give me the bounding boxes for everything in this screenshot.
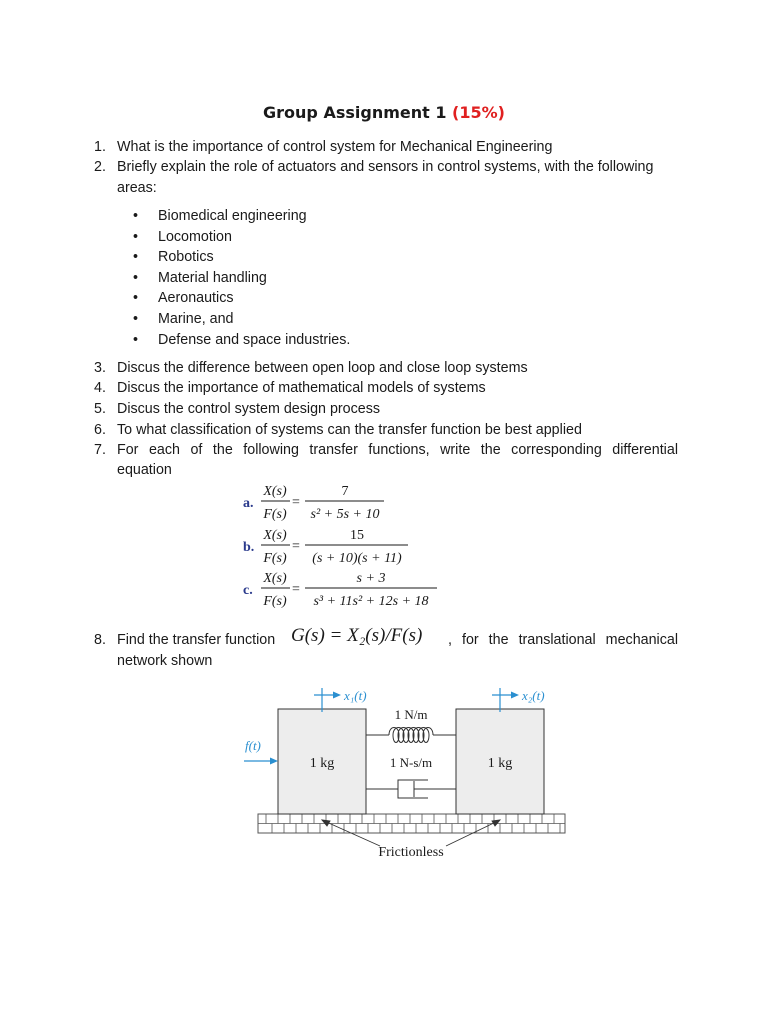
question-number: 6. bbox=[94, 422, 106, 438]
question-number: 8. bbox=[94, 632, 106, 648]
eq-label: a. bbox=[243, 496, 254, 511]
frictionless-label: Frictionless bbox=[378, 845, 444, 860]
equals-sign: = bbox=[292, 495, 300, 510]
lhs-denominator: F(s) bbox=[263, 507, 287, 522]
eq-label: b. bbox=[243, 540, 255, 555]
ground-surface bbox=[258, 814, 565, 833]
rhs-numerator: s + 3 bbox=[356, 571, 386, 586]
damper-label: 1 N-s/m bbox=[389, 755, 433, 770]
question-text: What is the importance of control system for Mechanical Engineering bbox=[117, 139, 553, 155]
question-8-tail: , for the translational mechanical bbox=[448, 632, 678, 648]
question-number: 5. bbox=[94, 401, 106, 417]
damper bbox=[366, 780, 456, 798]
mass-1-label: 1 kg bbox=[309, 756, 335, 771]
spring-label: 1 N/m bbox=[394, 707, 428, 722]
question-text-line2: network shown bbox=[117, 653, 213, 669]
force-arrow bbox=[244, 758, 278, 765]
question-text: Discus the difference between open loop and close loop systems bbox=[117, 360, 528, 376]
bullet-dot: • bbox=[133, 208, 139, 224]
bullet-dot: • bbox=[133, 311, 139, 327]
mass-2-label: 1 kg bbox=[487, 756, 513, 771]
question-number: 7. bbox=[94, 442, 106, 458]
question-number: 3. bbox=[94, 360, 106, 376]
transfer-function-formula: G(s) = X₂(s)/F(s) bbox=[291, 625, 423, 646]
bullet-dot: • bbox=[133, 270, 139, 286]
rhs-denominator: (s + 10)(s + 11) bbox=[312, 551, 402, 566]
question-text: Discus the importance of mathematical models of systems bbox=[117, 380, 486, 396]
bullet-dot: • bbox=[133, 249, 139, 265]
lhs-denominator: F(s) bbox=[263, 594, 287, 609]
lhs-numerator: X(s) bbox=[263, 528, 287, 543]
bullet-dot: • bbox=[133, 332, 139, 348]
rhs-denominator: s³ + 11s² + 12s + 18 bbox=[313, 594, 429, 609]
question-text: Discus the control system design process bbox=[117, 401, 381, 417]
rhs-numerator: 15 bbox=[350, 528, 364, 543]
force-label: f(t) bbox=[245, 738, 261, 753]
x2-displacement-arrow bbox=[492, 688, 519, 712]
lhs-denominator: F(s) bbox=[263, 551, 287, 566]
question-number: 1. bbox=[94, 139, 106, 155]
rhs-numerator: 7 bbox=[341, 484, 349, 499]
bullet-text: Robotics bbox=[158, 249, 214, 265]
question-text: To what classification of systems can the transfer function be best applied bbox=[117, 422, 582, 438]
x2-label: x₂(t) bbox=[522, 688, 545, 703]
question-text-line1: For each of the following transfer functions, write the corresponding differential bbox=[117, 442, 678, 458]
title-percentage: (15%) bbox=[452, 103, 505, 122]
question-text-before: Find the transfer function bbox=[117, 632, 276, 648]
lhs-numerator: X(s) bbox=[263, 571, 287, 586]
lhs-numerator: X(s) bbox=[263, 484, 287, 499]
question-number: 2. bbox=[94, 159, 106, 175]
bullet-text: Locomotion bbox=[158, 229, 232, 245]
bullet-text: Material handling bbox=[158, 270, 267, 286]
rhs-denominator: s² + 5s + 10 bbox=[310, 507, 380, 522]
x1-displacement-arrow bbox=[314, 688, 341, 712]
bullet-text: Biomedical engineering bbox=[158, 208, 307, 224]
x1-label: x₁(t) bbox=[344, 688, 367, 703]
bullet-dot: • bbox=[133, 290, 139, 306]
bullet-text: Marine, and bbox=[158, 311, 234, 327]
title-main: Group Assignment 1 bbox=[263, 103, 447, 122]
question-text: Briefly explain the role of actuators and sensors in control systems, with the following areas: bbox=[117, 159, 654, 196]
eq-label: c. bbox=[243, 583, 253, 598]
bullet-text: Aeronautics bbox=[158, 290, 234, 306]
question-text-line2: equation bbox=[117, 462, 172, 478]
bullet-dot: • bbox=[133, 229, 139, 245]
equals-sign: = bbox=[292, 582, 300, 597]
bullet-text: Defense and space industries. bbox=[158, 332, 351, 348]
equals-sign: = bbox=[292, 539, 300, 554]
spring bbox=[366, 728, 456, 743]
question-number: 4. bbox=[94, 380, 106, 396]
